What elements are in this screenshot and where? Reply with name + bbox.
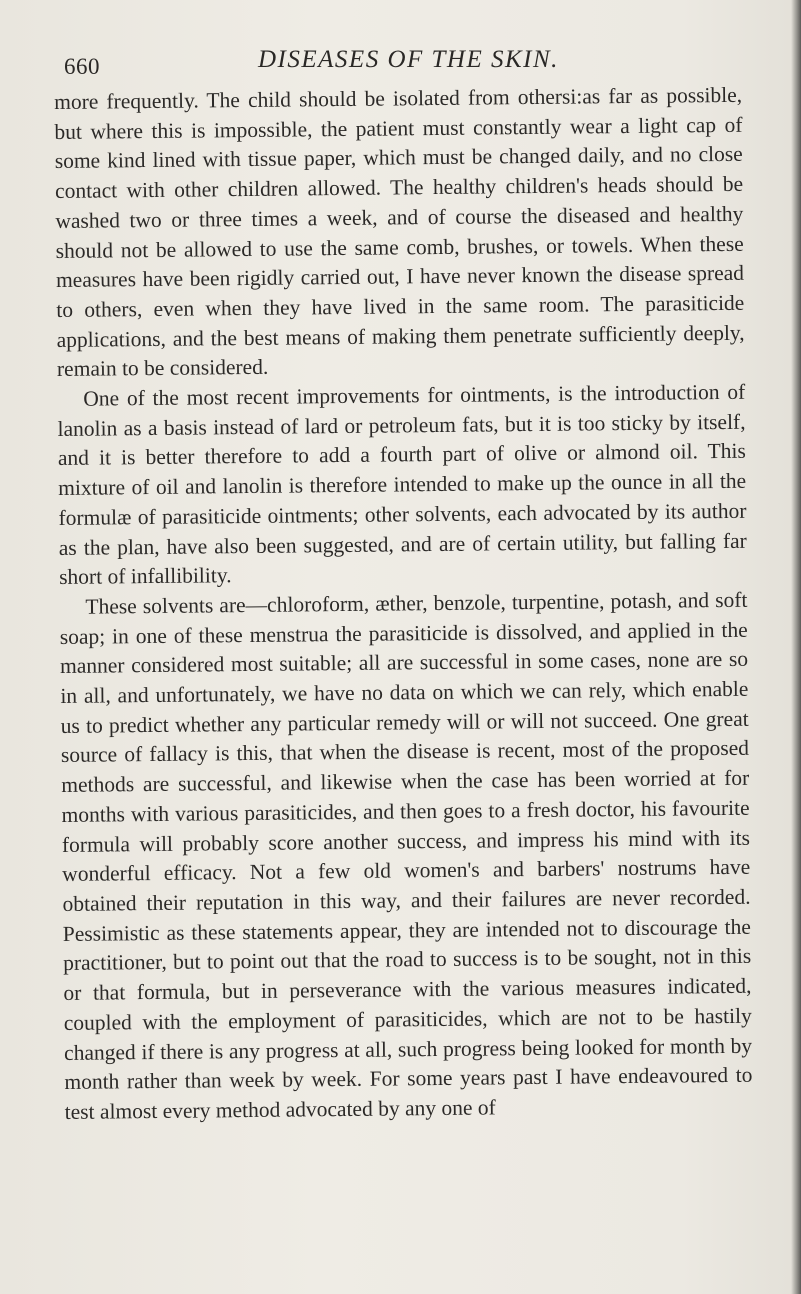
paragraph: These solvents are—chloroform, æther, benzole, turpentine, potash, and soft soap; in one of these menstrua the parasiticide is dissolved, and applied in the manner considered most suitable; all are successful in some cases, none are so in all, and unfortunately, we have no data on which we can rely, which enable us to predict whether any particular remedy will or will not succeed. One great source of fallacy is this, that when the disease is recent, most of the proposed methods are successful, and likewise when the case has been worried at for months with various parasiticides, and then goes to a fresh doctor, his favourite formula will probably score another success, and impress his mind with its wonderful efficacy. Not a few old women's and barbers' nostrums have obtained their reputation in this way, and their failures are never recorded. Pessimistic as these statements appear, they are intended not to discourage the practitioner, but to point out that the road to success is to be sought, not in this or that formula, but in perseverance with the various measures indicated, coupled with the employment of parasiticides, which are not to be hastily changed if there is any progress at all, such progress being looked for month by month rather than week by week. For some years past I have endeavoured to test almost every method advocated by any one of [59,587,753,1124]
header-title: DISEASES OF THE SKIN. [258,46,559,73]
paragraph: more frequently. The child should be isolated from othersi:as far as possible, but where this is impossible, the patient must constantly wear a light cap of some kind lined with tissue paper, which must be changed daily, and no close contact with other children allowed. The healthy children's heads should be washed two or three times a week, and of course the diseased and healthy should not be allowed to use the same comb, brushes, or towels. When these measures have been rigidly carried out, I have never known the disease spread to others, even when they have lived in the same room. The parasiticide applications, and the best means of making them penetrate sufficiently deeply, remain to be considered. [54,82,745,382]
paragraph: One of the most recent improvements for ointments, is the introduction of lanolin as a basis instead of lard or petroleum fats, but it is too sticky by itself, and it is better therefore to add a fourth part of olive or almond oil. This mixture of oil and lanolin is therefore intended to make up the ounce in all the formulæ of parasiticide ointments; other solvents, each advocated by its author as the plan, have also been suggested, and are of certain utility, but falling far short of infallibility. [57,379,747,590]
page-number: 660 [64,54,100,79]
body-text [54,81,753,1128]
page-edge-shadow [791,0,801,1294]
running-head [64,46,764,80]
